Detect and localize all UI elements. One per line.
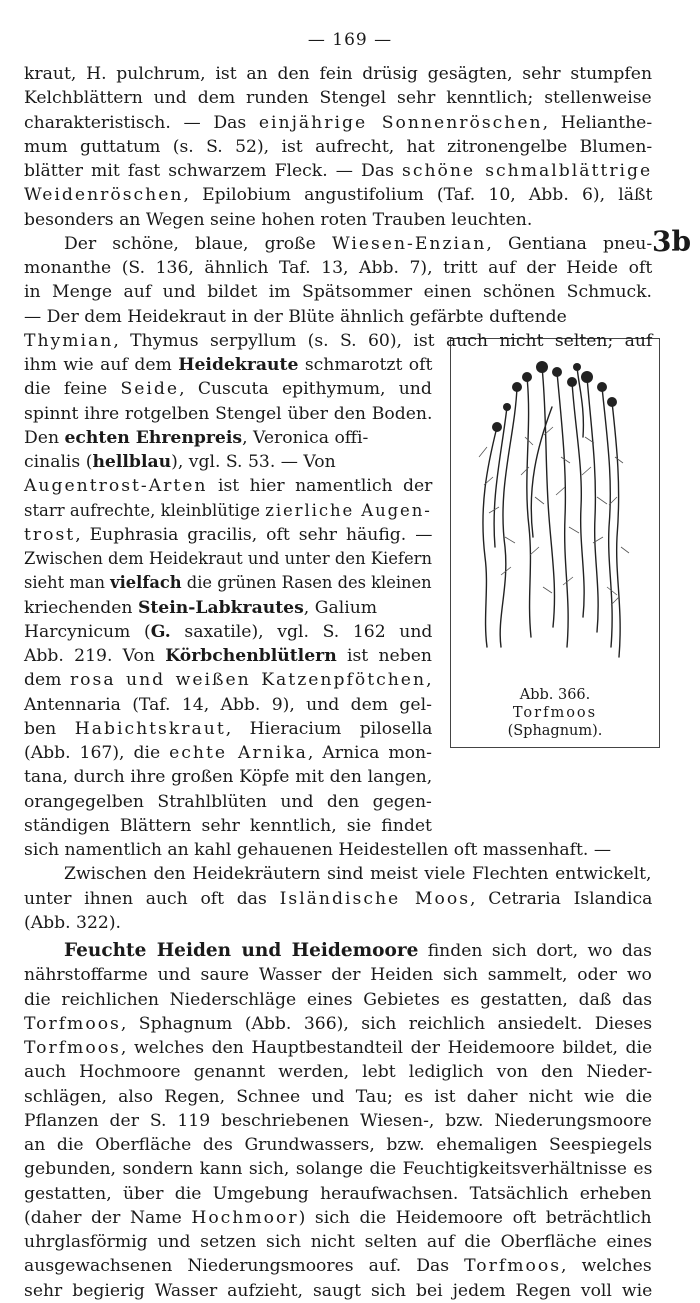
text-run: schmarotzt oft xyxy=(298,355,433,375)
figure-number: Abb. 366. xyxy=(519,687,591,703)
text-line xyxy=(24,911,121,935)
text-line xyxy=(24,377,432,401)
text-line xyxy=(64,232,652,256)
text-run: kriechenden xyxy=(24,597,138,618)
text-run: die grünen Rasen des kleinen xyxy=(181,573,432,594)
text-run: ben xyxy=(24,718,75,739)
text-line xyxy=(24,1279,652,1303)
text-line xyxy=(24,499,432,523)
page-number: — 169 — xyxy=(307,30,393,50)
text-run: , Euphrasia gracilis, oft sehr häufig. — xyxy=(75,524,433,545)
text-run: G. xyxy=(150,621,171,642)
text-line xyxy=(24,159,652,183)
text-line xyxy=(24,329,652,353)
text-line xyxy=(24,765,432,789)
text-run: echten Ehrenpreis xyxy=(64,427,243,448)
text-run: ausgewachsenen Niederungsmoores auf. Das xyxy=(24,1256,465,1277)
text-run: , Thymus serpyllum (s. S. 60), ist auch nicht selten; auf xyxy=(113,330,653,351)
text-run: gestatten, über die Umgebung heraufwachsen. Tatsächlich erheben xyxy=(24,1183,652,1204)
text-run: ihm wie auf dem xyxy=(24,355,179,375)
text-line xyxy=(24,86,652,110)
text-run: Stein-Labkrautes xyxy=(137,597,304,618)
text-run: (Abb. 322). xyxy=(24,912,122,933)
text-run: die reichlichen Niederschläge eines Gebietes es gestatten, daß das xyxy=(24,989,653,1010)
text-run: ständigen Blättern sehr kenntlich, sie findet xyxy=(24,815,432,836)
text-run: , Arnica mon- xyxy=(307,743,432,763)
text-line xyxy=(24,963,652,987)
text-run: auch Hochmoore genannt werden, lebt lediglich von den Nieder- xyxy=(24,1062,653,1083)
text-run: (daher der Name xyxy=(24,1207,192,1228)
text-run: an die Oberfläche des Grundwassers, bzw. ehemaligen Seespiegels xyxy=(24,1135,653,1155)
text-run: Seide xyxy=(120,379,180,400)
text-line xyxy=(24,402,432,426)
text-run: Der schöne, blaue, große xyxy=(64,233,332,254)
text-run: , Cetraria Islandica xyxy=(470,888,653,909)
text-line xyxy=(24,1254,652,1278)
text-run: Torfmoos xyxy=(24,1013,121,1034)
text-run: zierliche Augen- xyxy=(265,500,432,521)
text-run: kraut, H. pulchrum, ist an den fein drüsig gesägten, sehr stumpfen xyxy=(24,64,653,84)
text-run: trost xyxy=(24,524,76,545)
text-run: Zwischen dem Heidekraut und unter den Kiefern xyxy=(24,549,432,569)
text-run: finden sich dort, wo das xyxy=(418,941,652,961)
text-run: Kelchblättern und dem runden Stengel sehr kenntlich; stellenweise xyxy=(24,88,652,109)
text-run: Den xyxy=(24,427,65,448)
text-run: , Gentiana pneu- xyxy=(486,233,653,254)
text-run: Wiesen-Enzian xyxy=(331,233,487,254)
text-run: , welches xyxy=(561,1256,652,1277)
text-run: Feuchte Heiden und Heidemoore xyxy=(64,940,419,961)
text-run: , Hieracium pilosella xyxy=(225,718,433,739)
text-line xyxy=(24,693,432,717)
figure-title: Torfmoos xyxy=(512,705,598,721)
text-line xyxy=(24,838,611,862)
text-line xyxy=(24,717,432,741)
text-run: orangegelben Strahlblüten und den gegen- xyxy=(24,791,432,812)
text-line xyxy=(24,620,432,644)
text-line xyxy=(24,596,377,620)
text-line xyxy=(24,1036,652,1060)
text-line xyxy=(24,547,432,571)
text-line xyxy=(24,474,432,498)
text-run: Torfmoos xyxy=(464,1256,562,1277)
moss-illustration xyxy=(457,347,653,667)
text-run: Pflanzen der S. 119 beschriebenen Wiesen-, bzw. Niederungsmoore xyxy=(24,1110,652,1131)
text-run: , xyxy=(426,670,432,691)
text-run: sehr begierig Wasser aufzieht, saugt sich bei jedem Regen voll wie xyxy=(24,1280,653,1301)
text-line xyxy=(24,523,432,547)
text-run: Zwischen den Heidekräutern sind meist viele Flechten entwickelt, xyxy=(64,864,652,885)
text-run: cinalis ( xyxy=(24,452,93,472)
text-run: ist neben xyxy=(336,646,432,666)
text-line xyxy=(24,1182,652,1206)
text-run: ) sich die Heidemoore oft beträchtlich xyxy=(298,1207,652,1228)
text-line xyxy=(24,887,652,911)
text-line xyxy=(24,353,432,377)
text-run: saxatile), vgl. S. 162 und xyxy=(170,621,433,642)
text-run: , Sphagnum (Abb. 366), sich reichlich ansiedelt. Dieses xyxy=(120,1013,653,1034)
text-run: , Cuscuta epithymum, und xyxy=(179,379,432,400)
text-run: blätter mit fast schwarzem Fleck. — Das xyxy=(24,161,402,181)
text-run: Körbchenblütlern xyxy=(165,646,337,666)
text-run: dem xyxy=(24,670,70,691)
text-line xyxy=(24,1085,652,1109)
text-run: Weidenröschen xyxy=(24,185,184,206)
text-line xyxy=(24,988,652,1012)
text-run: Thymian xyxy=(24,330,114,351)
text-line xyxy=(24,183,652,207)
text-run: , Epilobium angustifolium (Taf. 10, Abb. 6), läßt xyxy=(183,185,653,206)
text-run: Harcynicum ( xyxy=(24,621,151,642)
text-run: Augentrost-Arten xyxy=(24,476,208,497)
text-run: in Menge auf und bildet im Spätsommer einen schönen Schmuck. xyxy=(24,282,653,303)
text-run: besonders an Wegen seine hohen roten Trauben leuchten. xyxy=(24,209,533,230)
text-run: charakteristisch. — Das xyxy=(24,112,259,133)
text-line xyxy=(64,862,652,886)
text-run: spinnt ihre rotgelben Stengel über den Boden. xyxy=(24,403,433,424)
text-run: Habichtskraut xyxy=(74,718,226,739)
text-line xyxy=(24,305,567,329)
text-run: vielfach xyxy=(110,573,182,594)
text-run: Isländische Moos xyxy=(279,888,471,909)
text-run: die feine xyxy=(24,379,121,400)
text-run: uhrglasförmig und setzen sich nicht selten auf die Oberfläche eines xyxy=(24,1232,653,1252)
text-run: sich namentlich an kahl gehauenen Heidestellen oft massenhaft. — xyxy=(24,840,612,860)
margin-mark: 3b xyxy=(652,225,692,258)
text-run: (Abb. 167), die xyxy=(24,743,170,763)
text-run: schlägen, also Regen, Schnee und Tau; es ist daher nicht wie die xyxy=(24,1086,653,1107)
text-line xyxy=(24,1206,652,1230)
text-line xyxy=(24,1157,652,1181)
text-run: nährstoffarme und saure Wasser der Heiden sich sammelt, oder wo xyxy=(24,965,652,986)
text-run: mum guttatum (s. S. 52), ist aufrecht, hat zitronengelbe Blumen- xyxy=(24,136,653,157)
text-run: monanthe (S. 136, ähnlich Taf. 13, Abb. 7), tritt auf der Heide oft xyxy=(24,258,653,278)
text-run: gebunden, sondern kann sich, solange die Feuchtigkeitsverhältnisse es xyxy=(24,1159,653,1180)
text-line xyxy=(64,939,652,963)
text-run: unter ihnen auch oft das xyxy=(24,888,280,909)
text-line xyxy=(24,741,432,765)
text-run: , Veronica offi- xyxy=(242,427,369,448)
text-run: schöne schmalblättrige xyxy=(402,161,653,181)
text-run: einjährige Sonnenröschen xyxy=(258,112,543,133)
text-line xyxy=(24,1230,652,1254)
text-line xyxy=(24,135,652,159)
text-run: ), vgl. S. 53. — Von xyxy=(171,452,336,472)
text-line xyxy=(24,450,336,474)
text-run: rosa und weißen Katzenpfötchen xyxy=(69,670,427,691)
text-run: Abb. 219. Von xyxy=(24,646,166,666)
text-line xyxy=(24,1133,652,1157)
text-run: hellblau xyxy=(92,452,172,472)
text-run: , Galium xyxy=(303,597,378,618)
text-line xyxy=(24,62,652,86)
text-run: — Der dem Heidekraut in der Blüte ähnlich gefärbte duftende xyxy=(24,306,567,327)
text-run: Torfmoos xyxy=(24,1038,121,1058)
text-run: , welches den Hauptbestandteil der Heidemoore bildet, die xyxy=(120,1038,653,1058)
text-run: Antennaria (Taf. 14, Abb. 9), und dem gel- xyxy=(24,694,432,715)
text-line xyxy=(24,571,432,595)
text-run: Hochmoor xyxy=(191,1207,299,1228)
text-line xyxy=(24,1060,652,1084)
text-run: echte Arnika xyxy=(169,743,308,763)
text-line xyxy=(24,814,432,838)
text-run: Heidekraute xyxy=(178,355,299,375)
text-run: tana, durch ihre großen Köpfe mit den langen, xyxy=(24,767,433,788)
text-line xyxy=(24,668,432,692)
text-line xyxy=(24,1109,652,1133)
text-line xyxy=(24,644,432,668)
text-run: ist hier namentlich der xyxy=(207,476,433,497)
figure-sphagnum xyxy=(450,338,660,748)
text-run: , Helianthe- xyxy=(542,112,653,133)
figure-latin-name: (Sphagnum). xyxy=(507,723,603,739)
text-line xyxy=(24,280,652,304)
text-line xyxy=(24,208,532,232)
text-line xyxy=(24,426,368,450)
text-run: starr aufrechte, kleinblütige xyxy=(24,500,266,521)
text-line xyxy=(24,1012,652,1036)
text-run: sieht man xyxy=(24,573,111,594)
text-line xyxy=(24,256,652,280)
text-line xyxy=(24,111,652,135)
text-line xyxy=(24,790,432,814)
